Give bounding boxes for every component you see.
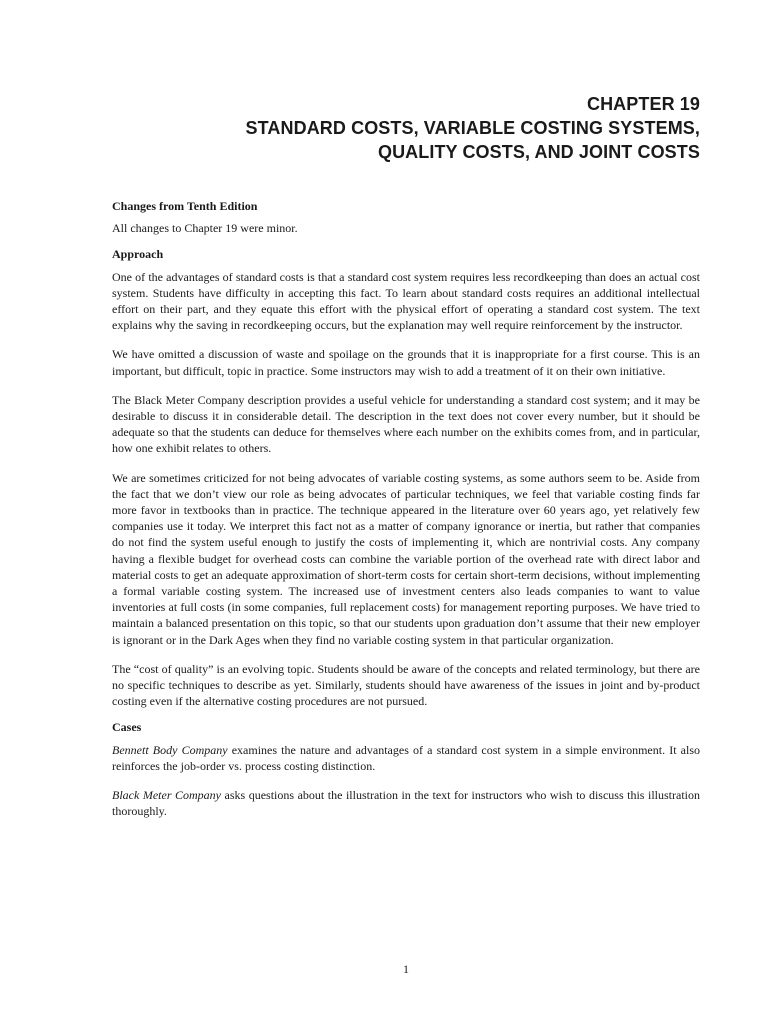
case-name-bennett-body: Bennett Body Company [112,742,228,757]
section-heading-approach: Approach [112,247,164,262]
case-black-meter [112,787,700,819]
approach-paragraph-2: We have omitted a discussion of waste and spoilage on the grounds that it is inappropriate for a first course. This is an important, but difficult, topic in practice. Some instructors may wish to add a treatment of it on their own initiative. [112,347,700,378]
case-text-bennett-body: examines the nature and advantages of a standard cost system in a simple environment. It also reinforces the job-order vs. process costing distinction. [112,742,701,773]
approach-paragraph-1: One of the advantages of standard costs is that a standard cost system requires less recordkeeping than does an actual cost system. Students have difficulty in accepting this fact. To learn about standard costs requires an additional intellectual effort on their part, and they equate this effort with the physical effort of operating a standard cost system. The text explains why the saving in recordkeeping occurs, but the explanation may well require reinforcement by the instructor. [112,269,700,333]
section-heading-changes: Changes from Tenth Edition [112,199,258,213]
case-name-black-meter: Black Meter Company [112,788,222,803]
case-text-black-meter: asks questions about the illustration in the text for instructors who wish to discuss this illustration thoroughly. [112,788,700,819]
chapter-title-line-2: QUALITY COSTS, AND JOINT COSTS [377,142,700,162]
changes-text: All changes to Chapter 19 were minor. [112,221,298,236]
chapter-title-line-1: STANDARD COSTS, VARIABLE COSTING SYSTEMS, [245,118,700,138]
case-bennett-body [112,742,700,774]
approach-paragraph-3: The Black Meter Company description provides a useful vehicle for understanding a standard cost system; and it may be desirable to discuss it in considerable detail. The description in the text does not cover every number, but it should be adequate so that the students can deduce for themselves where each number on the exhibits comes from, and in particular, how one exhibit relates to others. [112,392,700,456]
page-number: 1 [403,962,409,976]
chapter-heading [246,92,700,164]
document-body [112,198,700,833]
document-page [112,0,700,1024]
approach-paragraph-5: The “cost of quality” is an evolving topic. Students should be aware of the concepts and related terminology, but there are no specific techniques to describe as yet. Similarly, students should have awareness of the issues in joint and by-product costing even if the alternative costing procedures are not pursued. [112,661,700,709]
approach-paragraph-4: We are sometimes criticized for not being advocates of variable costing systems, as some authors seem to be. Aside from the fact that we don’t view our role as being advocates of particular techniques, we feel that variable costing finds far more favor in textbooks than in practice. The technique appeared in the literature over 60 years ago, yet relatively few companies use it today. We interpret this fact not as a matter of company ignorance or inertia, but rather that companies do not find the system useful enough to justify the costs of implementing it, which are nontrivial costs. Any company having a flexible budget for overhead costs can combine the variable portion of the overhead rate with direct labor and material costs to get an adequate approximation of short-term costs for certain short-term decisions, without implementing a formal variable costing system. The increased use of investment centers also leads companies to want to value inventories at full costs (in some companies, full replacement costs) for management reporting purposes. We have tried to maintain a balanced presentation on this topic, so that our students upon graduation don’t assume that their new employer is ignorant or in the Dark Ages when they find no variable costing system in that particular organization. [112,470,700,647]
section-heading-cases: Cases [112,720,142,735]
chapter-number: CHAPTER 19 [586,94,700,114]
